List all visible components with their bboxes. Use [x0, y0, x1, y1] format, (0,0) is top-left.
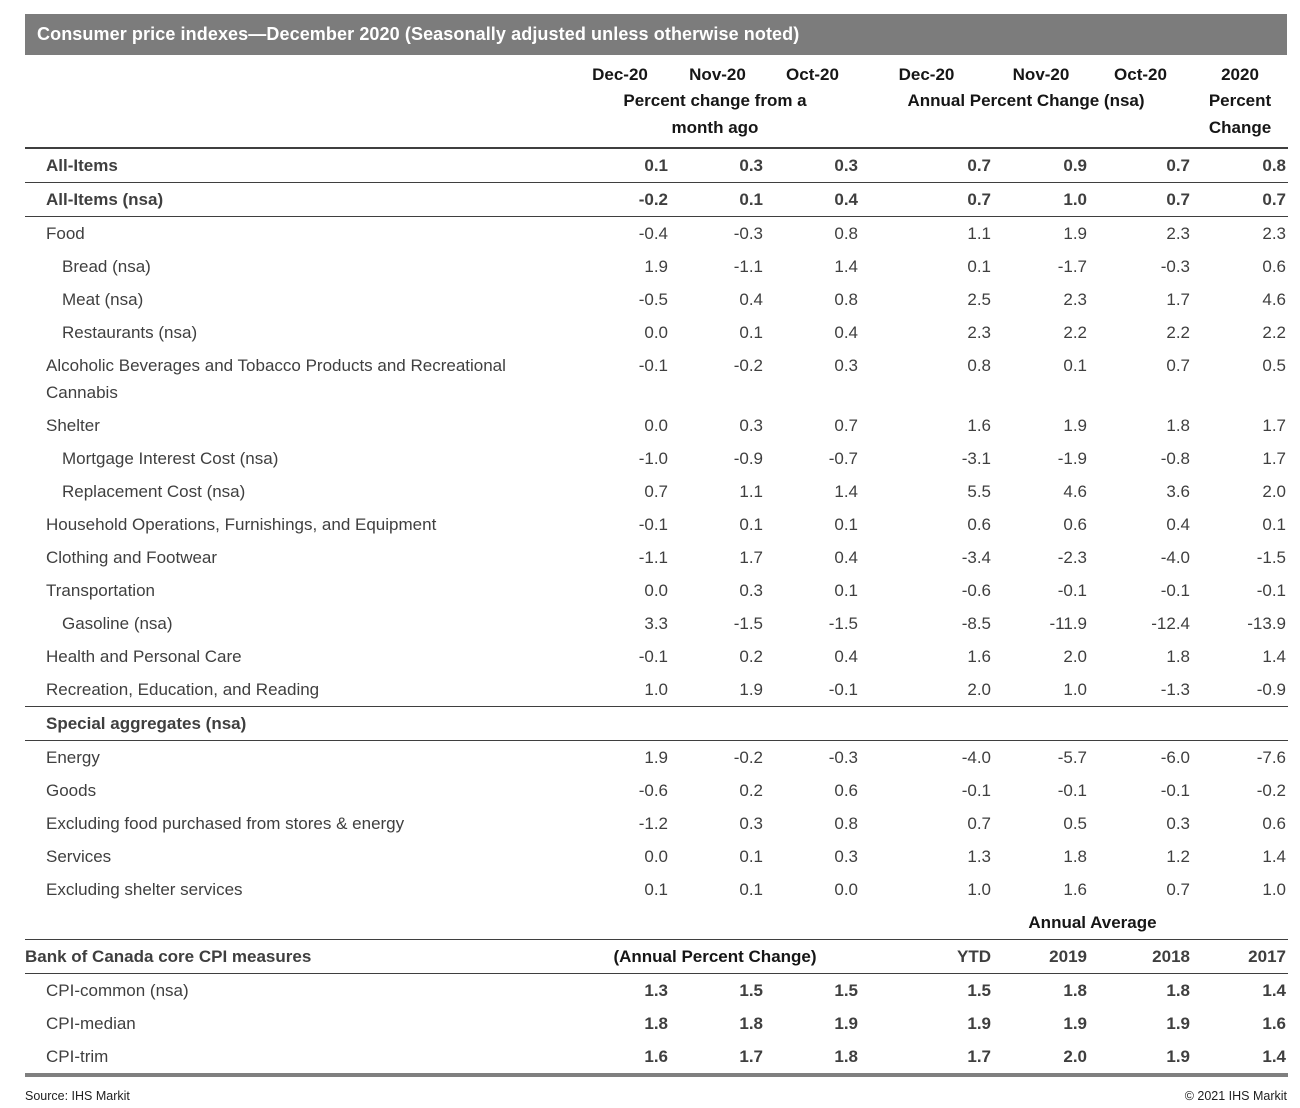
table-row — [25, 840, 1288, 873]
value-cell: 1.6 — [644, 1047, 668, 1066]
table-row — [25, 217, 1288, 251]
value-cell: -7.6 — [1256, 748, 1286, 767]
value-cell: 0.6 — [967, 515, 991, 534]
value-cell: 0.5 — [1262, 356, 1286, 375]
value-cell: 0.8 — [967, 356, 991, 375]
value-cell: -0.3 — [828, 748, 858, 767]
value-cell: 3.3 — [644, 614, 668, 633]
copyright-note: © 2021 IHS Markit — [1184, 1089, 1287, 1103]
value-cell: 0.1 — [739, 323, 763, 342]
value-cell: 0.8 — [1192, 148, 1288, 183]
value-cell: 1.7 — [739, 548, 763, 567]
year-column-header: 2019 — [993, 940, 1089, 974]
value-cell: 1.8 — [834, 1047, 858, 1066]
value-cell: 1.7 — [1166, 290, 1190, 309]
value-cell: 1.9 — [1166, 1014, 1190, 1033]
value-cell: -4.0 — [1160, 548, 1190, 567]
value-cell: 1.4 — [1262, 981, 1286, 1000]
row-label: Recreation, Education, and Reading — [25, 673, 570, 707]
table-row — [25, 873, 1288, 906]
value-cell: 1.9 — [967, 1014, 991, 1033]
boc-header-row — [25, 940, 1288, 974]
row-label: Bread (nsa) — [62, 257, 151, 276]
row-label: Special aggregates (nsa) — [25, 707, 1288, 741]
value-cell: -1.3 — [1089, 673, 1192, 707]
yearly-group-caption: Percent Change — [1208, 91, 1272, 137]
value-cell: 0.1 — [739, 847, 763, 866]
value-cell: -3.4 — [961, 548, 991, 567]
row-label: Replacement Cost (nsa) — [62, 482, 246, 501]
value-cell: 0.7 — [860, 183, 993, 217]
value-cell: 1.1 — [739, 482, 763, 501]
value-cell: 0.3 — [739, 416, 763, 435]
annual-group-caption: Annual Percent Change (nsa) — [907, 91, 1145, 110]
source-note: Source: IHS Markit — [25, 1089, 130, 1103]
value-cell: -0.1 — [1057, 781, 1087, 800]
value-cell: 0.3 — [834, 847, 858, 866]
row-label: Goods — [46, 781, 97, 800]
table-row — [25, 574, 1288, 607]
table-row — [25, 807, 1288, 840]
table-row — [25, 316, 1288, 349]
value-cell: -1.1 — [638, 548, 668, 567]
value-cell: -0.1 — [1256, 581, 1286, 600]
value-cell: -0.8 — [1160, 449, 1190, 468]
value-cell: 1.5 — [739, 981, 763, 1000]
value-cell: 0.1 — [670, 183, 765, 217]
main-table-body — [25, 148, 1288, 906]
table-row — [25, 409, 1288, 442]
value-cell: 0.7 — [1166, 880, 1190, 899]
value-cell: -0.6 — [638, 781, 668, 800]
row-label: Alcoholic Beverages and Tobacco Products and Recreational Cannabis — [46, 356, 506, 402]
value-cell: -1.9 — [1057, 449, 1087, 468]
row-label: CPI-trim — [46, 1047, 109, 1066]
value-cell: -0.1 — [1160, 581, 1190, 600]
value-cell: -0.5 — [638, 290, 668, 309]
table-row — [25, 442, 1288, 475]
value-cell: 1.6 — [1262, 1014, 1286, 1033]
value-cell: 0.4 — [739, 290, 763, 309]
value-cell: -0.1 — [765, 673, 860, 707]
value-cell: 0.0 — [644, 581, 668, 600]
value-cell: 0.6 — [1063, 515, 1087, 534]
value-cell: 4.6 — [1262, 290, 1286, 309]
table-row — [25, 607, 1288, 640]
value-cell: -4.0 — [961, 748, 991, 767]
value-cell: 1.0 — [993, 673, 1089, 707]
row-label: All-Items (nsa) — [25, 183, 570, 217]
value-cell: 1.9 — [1166, 1047, 1190, 1066]
value-cell: 2.0 — [1063, 647, 1087, 666]
annual-average-row — [25, 906, 1288, 940]
month-column-header: Oct-20 — [1114, 65, 1167, 84]
value-cell: 2.3 — [967, 323, 991, 342]
value-cell: -0.1 — [1160, 781, 1190, 800]
value-cell: 0.7 — [1089, 183, 1192, 217]
month-column-header: Nov-20 — [689, 65, 746, 84]
value-cell: -0.1 — [638, 515, 668, 534]
value-cell: 2.5 — [967, 290, 991, 309]
value-cell: 1.9 — [1063, 416, 1087, 435]
value-cell: 0.7 — [834, 416, 858, 435]
value-cell: 2.0 — [1262, 482, 1286, 501]
value-cell: 0.8 — [834, 290, 858, 309]
value-cell: -0.1 — [638, 356, 668, 375]
table-row — [25, 1040, 1288, 1075]
year-column-header: 2018 — [1089, 940, 1192, 974]
row-label: Services — [46, 847, 112, 866]
boc-sub-caption: (Annual Percent Change) — [570, 940, 860, 974]
value-cell: 1.4 — [1262, 1047, 1286, 1066]
value-cell: 0.3 — [739, 581, 763, 600]
value-cell: 2.2 — [1262, 323, 1286, 342]
value-cell: 1.6 — [1063, 880, 1087, 899]
value-cell: -12.4 — [1151, 614, 1190, 633]
value-cell: 2.0 — [860, 673, 993, 707]
month-header-row — [25, 55, 1288, 87]
value-cell: 0.9 — [993, 148, 1089, 183]
row-label: CPI-common (nsa) — [46, 981, 189, 1000]
value-cell: 0.3 — [834, 356, 858, 375]
month-column-header: Oct-20 — [786, 65, 839, 84]
value-cell: 0.1 — [739, 515, 763, 534]
value-cell: 0.7 — [1192, 183, 1288, 217]
row-label: Gasoline (nsa) — [62, 614, 173, 633]
row-label: Clothing and Footwear — [46, 548, 218, 567]
row-label: Meat (nsa) — [62, 290, 144, 309]
cpi-table — [25, 55, 1288, 1077]
row-label: Excluding food purchased from stores & energy — [46, 814, 405, 833]
value-cell: 1.0 — [993, 183, 1089, 217]
table-row — [25, 349, 1288, 409]
value-cell: -11.9 — [1049, 614, 1087, 633]
value-cell: 2.3 — [1262, 224, 1286, 243]
value-cell: 1.4 — [834, 482, 858, 501]
value-cell: -1.0 — [638, 449, 668, 468]
value-cell: 1.8 — [644, 1014, 668, 1033]
value-cell: 0.1 — [570, 148, 670, 183]
value-cell: 1.4 — [834, 257, 858, 276]
value-cell: 0.1 — [1262, 515, 1286, 534]
boc-table-body — [25, 974, 1288, 1076]
value-cell: 0.1 — [834, 515, 858, 534]
value-cell: 0.4 — [834, 323, 858, 342]
value-cell: -0.2 — [1256, 781, 1286, 800]
value-cell: 0.1 — [967, 257, 991, 276]
value-cell: -0.2 — [733, 356, 763, 375]
value-cell: 0.0 — [644, 323, 668, 342]
month-column-header: Dec-20 — [592, 65, 648, 84]
value-cell: -0.6 — [961, 581, 991, 600]
value-cell: 1.8 — [1063, 847, 1087, 866]
value-cell: 1.5 — [834, 981, 858, 1000]
value-cell: 1.9 — [670, 673, 765, 707]
value-cell: 0.6 — [1262, 814, 1286, 833]
value-cell: -1.5 — [1256, 548, 1286, 567]
value-cell: 2.0 — [1063, 1047, 1087, 1066]
table-row — [25, 673, 1288, 707]
value-cell: 2.3 — [1063, 290, 1087, 309]
value-cell: -0.1 — [638, 647, 668, 666]
value-cell: 0.3 — [765, 148, 860, 183]
value-cell: -0.4 — [638, 224, 668, 243]
value-cell: 0.2 — [739, 647, 763, 666]
value-cell: 1.5 — [967, 981, 991, 1000]
value-cell: -13.9 — [1247, 614, 1286, 633]
annual-average-label: Annual Average — [1028, 913, 1157, 932]
value-cell: 1.0 — [570, 673, 670, 707]
value-cell: 0.4 — [765, 183, 860, 217]
row-label: Shelter — [46, 416, 100, 435]
year-column-header: 2017 — [1192, 940, 1288, 974]
section-header-row — [25, 707, 1288, 741]
value-cell: 1.7 — [739, 1047, 763, 1066]
value-cell: 1.9 — [644, 748, 668, 767]
value-cell: 0.7 — [860, 148, 993, 183]
month-column-header: Dec-20 — [898, 65, 955, 84]
value-cell: -3.1 — [961, 449, 991, 468]
value-cell: 0.0 — [644, 416, 668, 435]
value-cell: 1.4 — [1262, 847, 1286, 866]
table-row — [25, 283, 1288, 316]
value-cell: -1.2 — [638, 814, 668, 833]
value-cell: 0.1 — [1063, 356, 1087, 375]
month-column-header: Nov-20 — [1012, 65, 1070, 84]
year-column-header: YTD — [860, 940, 993, 974]
value-cell: -0.9 — [733, 449, 763, 468]
page-title: Consumer price indexes—December 2020 (Seasonally adjusted unless otherwise noted) — [37, 24, 800, 44]
value-cell: 3.6 — [1166, 482, 1190, 501]
value-cell: 1.7 — [967, 1047, 991, 1066]
value-cell: 1.0 — [1262, 880, 1286, 899]
value-cell: 1.6 — [967, 647, 991, 666]
label-column-header — [25, 87, 570, 148]
value-cell: 0.3 — [1166, 814, 1190, 833]
value-cell: 0.6 — [834, 781, 858, 800]
value-cell: 4.6 — [1063, 482, 1087, 501]
value-cell: 1.2 — [1166, 847, 1190, 866]
value-cell: 1.4 — [1262, 647, 1286, 666]
value-cell: 1.9 — [1063, 224, 1087, 243]
value-cell: 1.7 — [1262, 449, 1286, 468]
row-label: Household Operations, Furnishings, and Equipment — [46, 515, 437, 534]
value-cell: 1.8 — [739, 1014, 763, 1033]
value-cell: -0.1 — [1057, 581, 1087, 600]
column-headers — [25, 55, 1288, 148]
table-row — [25, 183, 1288, 217]
row-label: Mortgage Interest Cost (nsa) — [62, 449, 279, 468]
value-cell: 0.8 — [834, 814, 858, 833]
value-cell: 0.7 — [967, 814, 991, 833]
row-label: Health and Personal Care — [46, 647, 242, 666]
value-cell: 1.9 — [834, 1014, 858, 1033]
value-cell: 2.3 — [1166, 224, 1190, 243]
table-row — [25, 541, 1288, 574]
value-cell: 1.6 — [967, 416, 991, 435]
value-cell: 0.6 — [1262, 257, 1286, 276]
value-cell: 1.3 — [967, 847, 991, 866]
value-cell: -5.7 — [1057, 748, 1087, 767]
value-cell: 1.0 — [967, 880, 991, 899]
value-cell: 2.2 — [1166, 323, 1190, 342]
row-label: Energy — [46, 748, 100, 767]
label-column-header — [25, 55, 570, 87]
table-row — [25, 974, 1288, 1008]
row-label: Excluding shelter services — [46, 880, 243, 899]
value-cell: 1.9 — [644, 257, 668, 276]
year-column-header: 2020 — [1221, 65, 1259, 84]
value-cell: 0.7 — [1089, 148, 1192, 183]
value-cell: -8.5 — [961, 614, 991, 633]
footer — [25, 1089, 1287, 1103]
value-cell: -1.1 — [733, 257, 763, 276]
value-cell: 0.1 — [739, 880, 763, 899]
value-cell: 0.0 — [834, 880, 858, 899]
value-cell: 1.8 — [1063, 981, 1087, 1000]
row-label: Food — [46, 224, 85, 243]
value-cell: -2.3 — [1057, 548, 1087, 567]
value-cell: -1.7 — [1057, 257, 1087, 276]
value-cell: 1.7 — [1262, 416, 1286, 435]
value-cell: 0.7 — [644, 482, 668, 501]
value-cell: -0.2 — [733, 748, 763, 767]
value-cell: 2.2 — [1063, 323, 1087, 342]
table-row — [25, 475, 1288, 508]
row-label: Transportation — [46, 581, 155, 600]
table-row — [25, 1007, 1288, 1040]
value-cell: -0.9 — [1192, 673, 1288, 707]
value-cell: 1.8 — [1166, 981, 1190, 1000]
table-row — [25, 250, 1288, 283]
title-bar — [25, 14, 1287, 55]
value-cell: -0.1 — [961, 781, 991, 800]
row-label: All-Items — [25, 148, 570, 183]
value-cell: -0.3 — [1160, 257, 1190, 276]
annual-average-section — [25, 906, 1288, 974]
value-cell: -6.0 — [1160, 748, 1190, 767]
value-cell: 0.0 — [644, 847, 668, 866]
value-cell: 0.4 — [834, 647, 858, 666]
value-cell: 1.8 — [1166, 416, 1190, 435]
value-cell: 1.3 — [644, 981, 668, 1000]
value-cell: 5.5 — [967, 482, 991, 501]
value-cell: 0.2 — [739, 781, 763, 800]
value-cell: 0.3 — [739, 814, 763, 833]
boc-section-title: Bank of Canada core CPI measures — [25, 940, 570, 974]
value-cell: 0.8 — [834, 224, 858, 243]
monthly-group-caption: Percent change from a month ago — [623, 91, 807, 137]
value-cell: -1.5 — [828, 614, 858, 633]
value-cell: 0.1 — [834, 581, 858, 600]
value-cell: 0.5 — [1063, 814, 1087, 833]
value-cell: 0.3 — [670, 148, 765, 183]
value-cell: -0.2 — [570, 183, 670, 217]
caption-header-row — [25, 87, 1288, 148]
value-cell: 0.7 — [1166, 356, 1190, 375]
row-label: CPI-median — [46, 1014, 136, 1033]
table-row — [25, 741, 1288, 775]
row-label: Restaurants (nsa) — [62, 323, 198, 342]
value-cell: 0.4 — [1166, 515, 1190, 534]
value-cell: 0.1 — [644, 880, 668, 899]
table-row — [25, 508, 1288, 541]
value-cell: -1.5 — [733, 614, 763, 633]
table-row — [25, 774, 1288, 807]
table-row — [25, 148, 1288, 183]
value-cell: 1.1 — [967, 224, 991, 243]
value-cell: 1.8 — [1166, 647, 1190, 666]
table-row — [25, 640, 1288, 673]
value-cell: 0.4 — [834, 548, 858, 567]
value-cell: -0.3 — [733, 224, 763, 243]
value-cell: -0.7 — [828, 449, 858, 468]
value-cell: 1.9 — [1063, 1014, 1087, 1033]
